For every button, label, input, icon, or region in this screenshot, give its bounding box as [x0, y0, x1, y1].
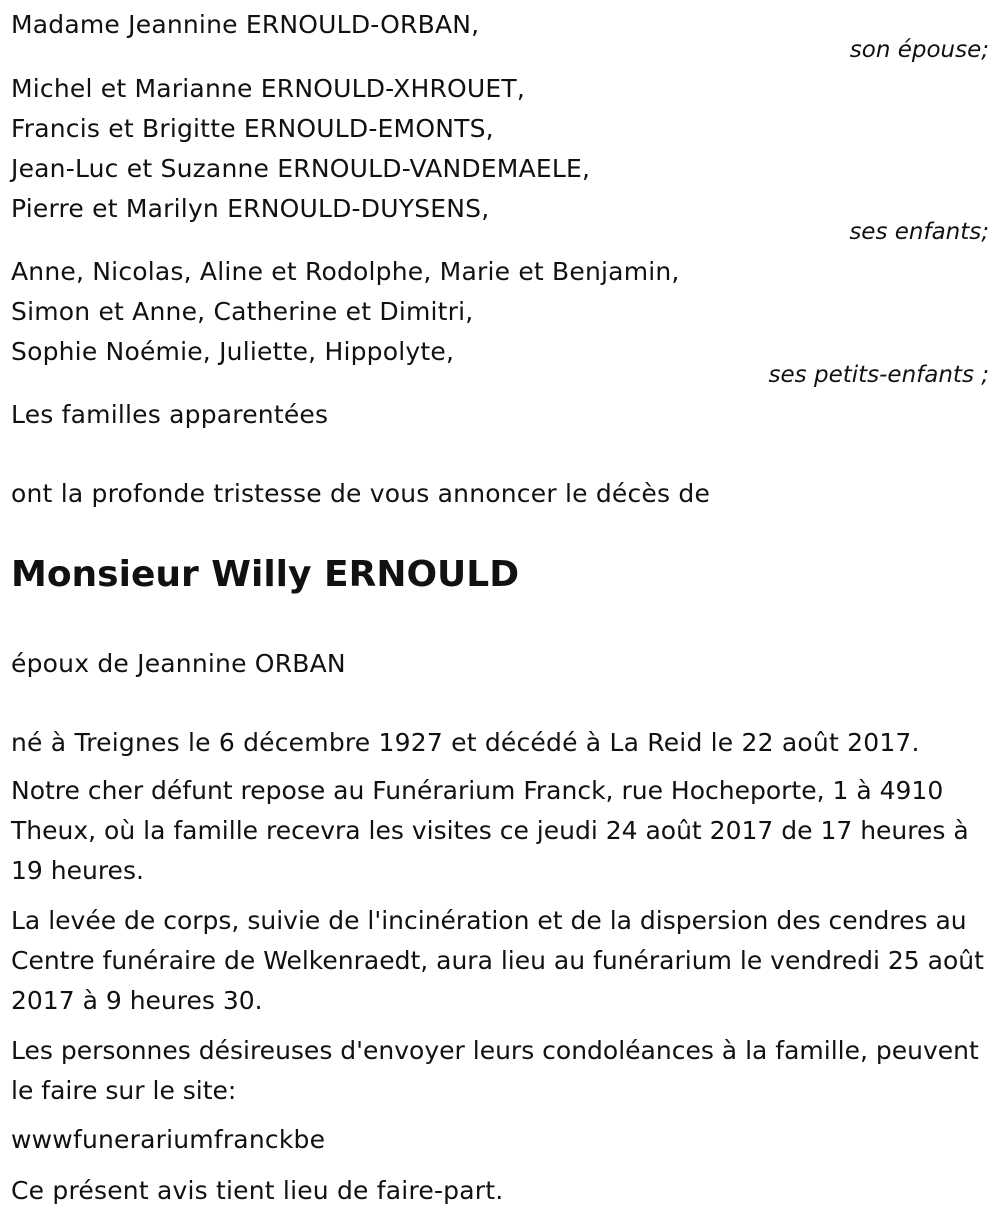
grandchildren-line-1: Anne, Nicolas, Aline et Rodolphe, Marie et Benjamin,	[11, 257, 680, 286]
grandchildren-line-3: Sophie Noémie, Juliette, Hippolyte,	[11, 337, 455, 366]
condolences-paragraph: Les personnes désireuses d'envoyer leurs condoléances à la famille, peuvent le faire sur le site:	[11, 1036, 979, 1105]
spouse-of-line: époux de Jeannine ORBAN	[11, 649, 346, 678]
rest-location-paragraph: Notre cher défunt repose au Funérarium Franck, rue Hocheporte, 1 à 4910 Theux, où la famille recevra les visites ce jeudi 24 août 2017 de 17 heures à 19 heures.	[11, 776, 969, 885]
closing-text: Ce présent avis tient lieu de faire-part.	[11, 1176, 504, 1205]
spouse-role: son épouse;	[849, 37, 989, 63]
related-families: Les familles apparentées	[11, 400, 329, 429]
grandchildren-line-2: Simon et Anne, Catherine et Dimitri,	[11, 297, 474, 326]
child-couple-1: Michel et Marianne ERNOULD-XHROUET,	[11, 74, 526, 103]
ceremony-paragraph: La levée de corps, suivie de l'incinération et de la dispersion des cendres au Centre funéraire de Welkenraedt, aura lieu au funérarium le vendredi 25 août 2017 à 9 heures 30.	[11, 906, 984, 1015]
website-link[interactable]: wwwfunerariumfranckbe	[11, 1125, 326, 1154]
announcement-text: ont la profonde tristesse de vous annoncer le décès de	[11, 479, 711, 508]
child-couple-4: Pierre et Marilyn ERNOULD-DUYSENS,	[11, 194, 490, 223]
grandchildren-role: ses petits-enfants ;	[768, 362, 989, 388]
child-couple-3: Jean-Luc et Suzanne ERNOULD-VANDEMAELE,	[11, 154, 591, 183]
birth-death-dates: né à Treignes le 6 décembre 1927 et décédé à La Reid le 22 août 2017.	[11, 728, 920, 757]
deceased-name: Monsieur Willy ERNOULD	[11, 554, 520, 595]
child-couple-2: Francis et Brigitte ERNOULD-EMONTS,	[11, 114, 494, 143]
children-role: ses enfants;	[849, 219, 989, 245]
spouse-name: Madame Jeannine ERNOULD-ORBAN,	[11, 10, 480, 39]
